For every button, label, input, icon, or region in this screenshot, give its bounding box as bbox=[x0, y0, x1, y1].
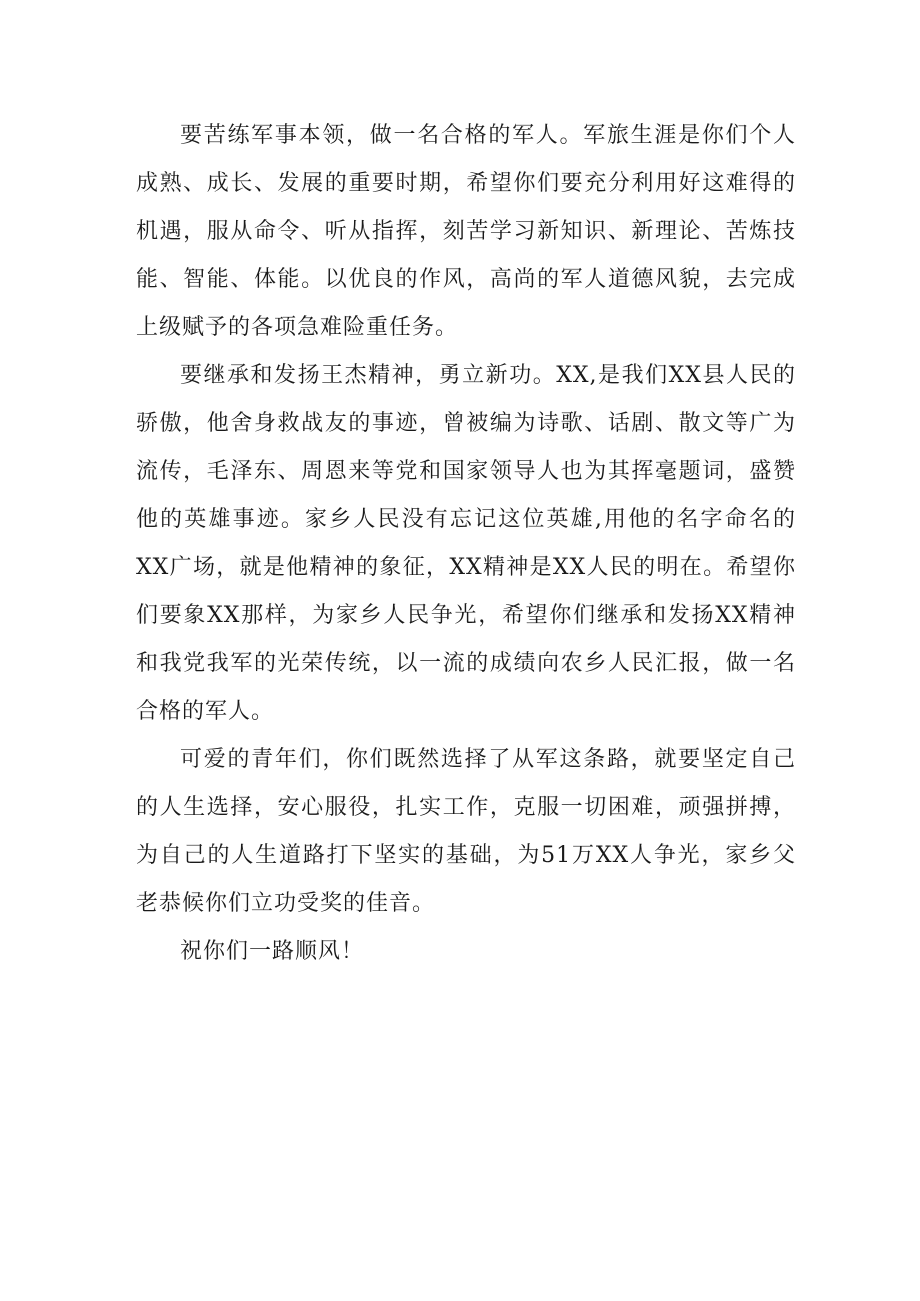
paragraph-farewell: 祝你们一路顺风！ bbox=[180, 939, 365, 964]
document-body bbox=[136, 112, 796, 976]
paragraph-youth-encouragement: 可爱的青年们，你们既然选择了从军这条路，就要坚定自己的人生选择，安心服役，扎实工作，克服一切困难，顽强拼搏，为自己的人生道路打下坚实的基础，为51万XX人争光，家乡父老恭候你们立功受奖的佳音。 bbox=[136, 747, 796, 916]
paragraph-military-skills: 要苦练军事本领，做一名合格的军人。军旅生涯是你们个人成熟、成长、发展的重要时期，希望你们要充分利用好这难得的机遇，服从命令、听从指挥，刻苦学习新知识、新理论、苦炼技能、智能、体能。以优良的作风，高尚的军人道德风貌，去完成上级赋予的各项急难险重任务。 bbox=[136, 123, 796, 340]
paragraph-hero-spirit: 要继承和发扬王杰精神，勇立新功。XX,是我们XX县人民的骄傲，他舍身救战友的事迹，曾被编为诗歌、话剧、散文等广为流传，毛泽东、周恩来等党和国家领导人也为其挥毫题词，盛赞他的英雄事迹。家乡人民没有忘记这位英雄,用他的名字命名的XX广场，就是他精神的象征，XX精神是XX人民的明在。希望你们要象XX那样，为家乡人民争光，希望你们继承和发扬XX精神和我党我军的光荣传统，以一流的成绩向农乡人民汇报，做一名合格的军人。 bbox=[136, 363, 796, 724]
